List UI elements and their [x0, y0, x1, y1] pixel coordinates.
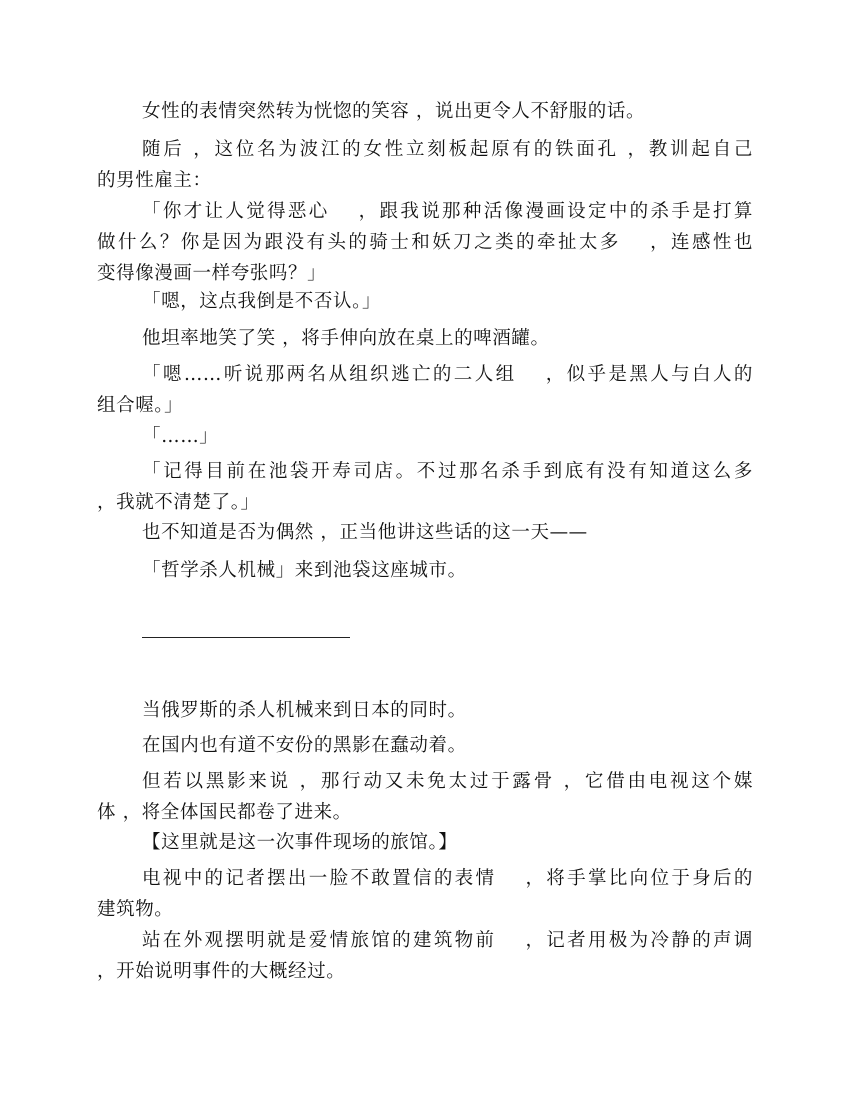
text-line: 在国内也有道不安份的黑影在蠢动着。	[142, 735, 467, 756]
paragraph-5	[97, 323, 753, 354]
paragraph-2	[97, 134, 753, 196]
text-line: 组合喔。」	[97, 395, 184, 416]
text-line: ，开始说明事件的大概经过。	[97, 961, 346, 982]
text-line: 女性的表情突然转为恍惚的笑容 ，说出更令人不舒服的话。	[142, 101, 646, 122]
paragraph-12	[97, 730, 753, 761]
text-line: 电视中的记者摆出一脸不敢置信的表情 ，将手掌比向位于身后的	[142, 868, 753, 889]
text-line: 也不知道是否为偶然 ，正当他讲这些话的这一天——	[142, 522, 588, 543]
text-line: 的男性雇主：	[97, 170, 212, 191]
paragraph-8	[97, 456, 753, 518]
paragraph-10	[97, 555, 753, 586]
text-line: 「嗯……听说那两名从组织逃亡的二人组 ，似乎是黑人与白人的	[142, 364, 753, 385]
text-line: 站在外观摆明就是爱情旅馆的建筑物前 ，记者用极为冷静的声调	[142, 930, 753, 951]
paragraph-3	[97, 196, 753, 289]
text-line: 体 ，将全体国民都卷了进来。	[97, 802, 352, 823]
paragraph-9	[97, 517, 753, 548]
text-line: 「哲学杀人机械」来到池袋这座城市。	[142, 560, 467, 581]
text-line: 「嗯，这点我倒是不否认。」	[142, 291, 382, 312]
section-divider	[142, 637, 350, 638]
text-line: ，我就不清楚了。」	[97, 492, 260, 513]
text-line: 随后 ，这位名为波江的女性立刻板起原有的铁面孔 ，教训起自己	[142, 139, 753, 160]
paragraph-4	[97, 286, 753, 317]
paragraph-14	[97, 827, 753, 858]
text-line: 做什么？你是因为跟没有头的骑士和妖刀之类的牵扯太多 ，连感性也	[97, 232, 753, 253]
paragraph-7	[97, 421, 753, 452]
paragraph-15	[97, 863, 753, 925]
paragraph-11	[97, 695, 753, 726]
text-line: 建筑物。	[97, 899, 174, 920]
paragraph-6	[97, 359, 753, 421]
text-line: 「你才让人觉得恶心 ，跟我说那种活像漫画设定中的杀手是打算	[142, 201, 753, 222]
text-line: 「记得目前在池袋开寿司店。不过那名杀手到底有没有知道这么多	[142, 461, 753, 482]
text-line: 变得像漫画一样夸张吗？」	[97, 263, 327, 284]
text-line: 他坦率地笑了笑 ，将手伸向放在桌上的啤酒罐。	[142, 328, 550, 349]
text-line: 【这里就是这一次事件现场的旅馆。】	[142, 832, 458, 853]
paragraph-16	[97, 925, 753, 987]
paragraph-13	[97, 766, 753, 828]
text-line: 但若以黑影来说 ，那行动又未免太过于露骨 ，它借由电视这个媒	[142, 771, 753, 792]
text-line: 当俄罗斯的杀人机械来到日本的同时。	[142, 700, 467, 721]
text-line: 「……」	[142, 426, 219, 447]
paragraph-1	[97, 96, 753, 127]
